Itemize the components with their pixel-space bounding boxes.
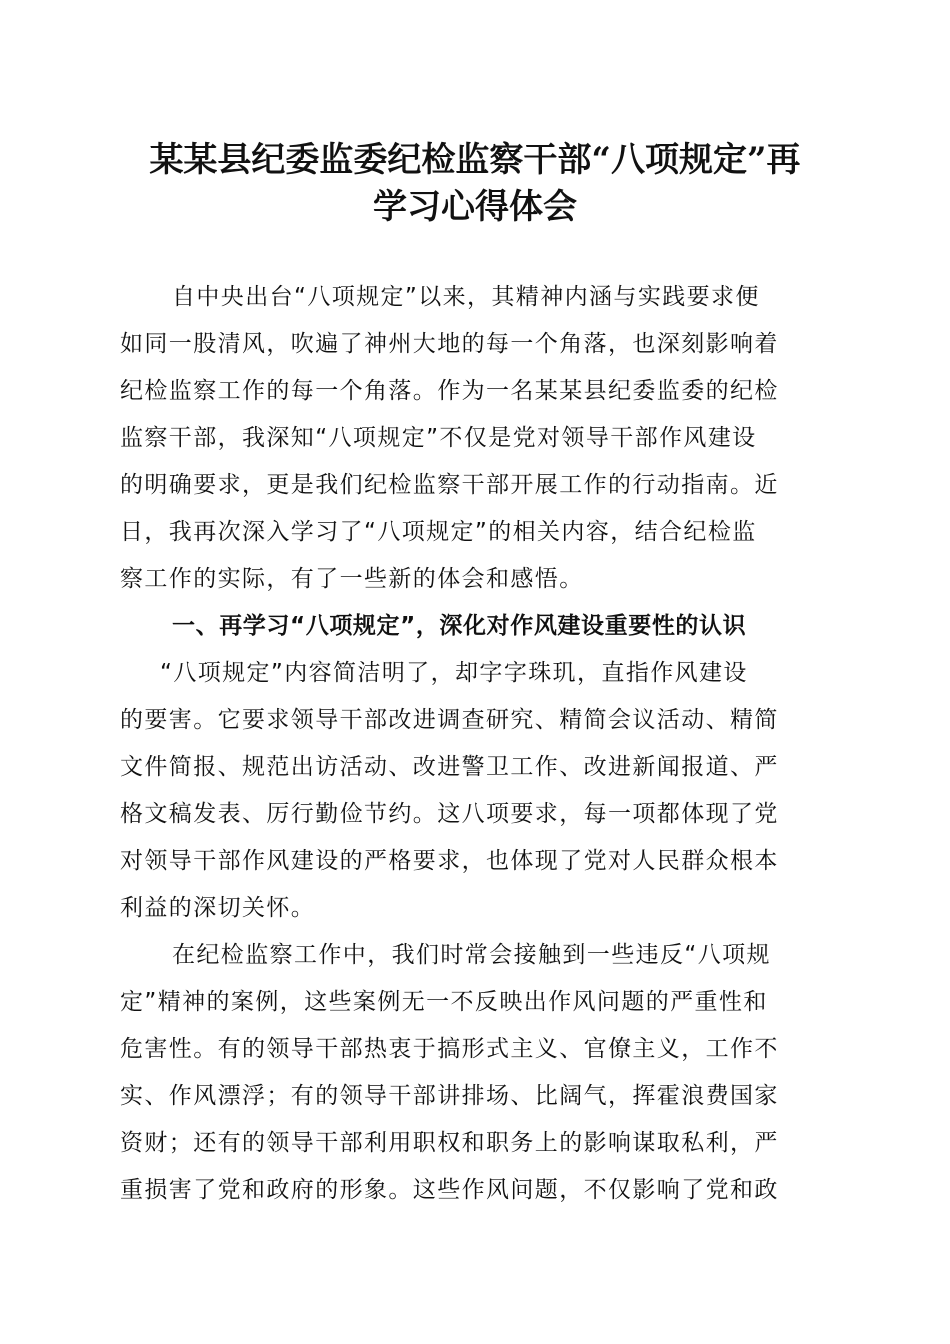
- paragraph-1-line: 如同一股清风，吹遍了神州大地的每一个角落，也深刻影响着: [120, 331, 779, 357]
- document-title-line-1: 某某县纪委监委纪检监察干部“八项规定”再: [149, 140, 801, 180]
- paragraph-2-line: 文件简报、规范出访活动、改进警卫工作、改进新闻报道、严: [120, 754, 779, 780]
- paragraph-2-line: “八项规定”内容简洁明了，却字字珠玑，直指作风建设: [160, 660, 748, 686]
- paragraph-1-line: 自中央出台“八项规定”以来，其精神内涵与实践要求便: [172, 284, 760, 310]
- paragraph-2-line: 的要害。它要求领导干部改进调查研究、精简会议活动、精简: [120, 707, 779, 733]
- paragraph-3-line: 定”精神的案例，这些案例无一不反映出作风问题的严重性和: [120, 989, 768, 1015]
- paragraph-1-line: 日，我再次深入学习了“八项规定”的相关内容，结合纪检监: [120, 519, 757, 545]
- paragraph-3-line: 在纪检监察工作中，我们时常会接触到一些违反“八项规: [172, 942, 771, 968]
- paragraph-3-line: 实、作风漂浮；有的领导干部讲排场、比阔气，挥霍浪费国家: [120, 1083, 779, 1109]
- paragraph-1-line: 监察干部，我深知“八项规定”不仅是党对领导干部作风建设: [120, 425, 757, 451]
- paragraph-2-line: 对领导干部作风建设的严格要求，也体现了党对人民群众根本: [120, 848, 779, 874]
- paragraph-1-line: 察工作的实际，有了一些新的体会和感悟。: [120, 566, 584, 592]
- paragraph-1-line: 纪检监察工作的每一个角落。作为一名某某县纪委监委的纪检: [120, 378, 779, 404]
- paragraph-3-line: 危害性。有的领导干部热衷于搞形式主义、官僚主义，工作不: [120, 1036, 779, 1062]
- paragraph-2-line: 利益的深切关怀。: [120, 895, 316, 921]
- paragraph-3-line: 重损害了党和政府的形象。这些作风问题，不仅影响了党和政: [120, 1177, 779, 1203]
- paragraph-1-line: 的明确要求，更是我们纪检监察干部开展工作的行动指南。近: [120, 472, 779, 498]
- section-1-heading: 一、再学习“八项规定”，深化对作风建设重要性的认识: [172, 613, 747, 639]
- paragraph-3-line: 资财；还有的领导干部利用职权和职务上的影响谋取私利，严: [120, 1130, 779, 1156]
- paragraph-2-line: 格文稿发表、厉行勤俭节约。这八项要求，每一项都体现了党: [120, 801, 779, 827]
- document-title-line-2: 学习心得体会: [373, 187, 577, 227]
